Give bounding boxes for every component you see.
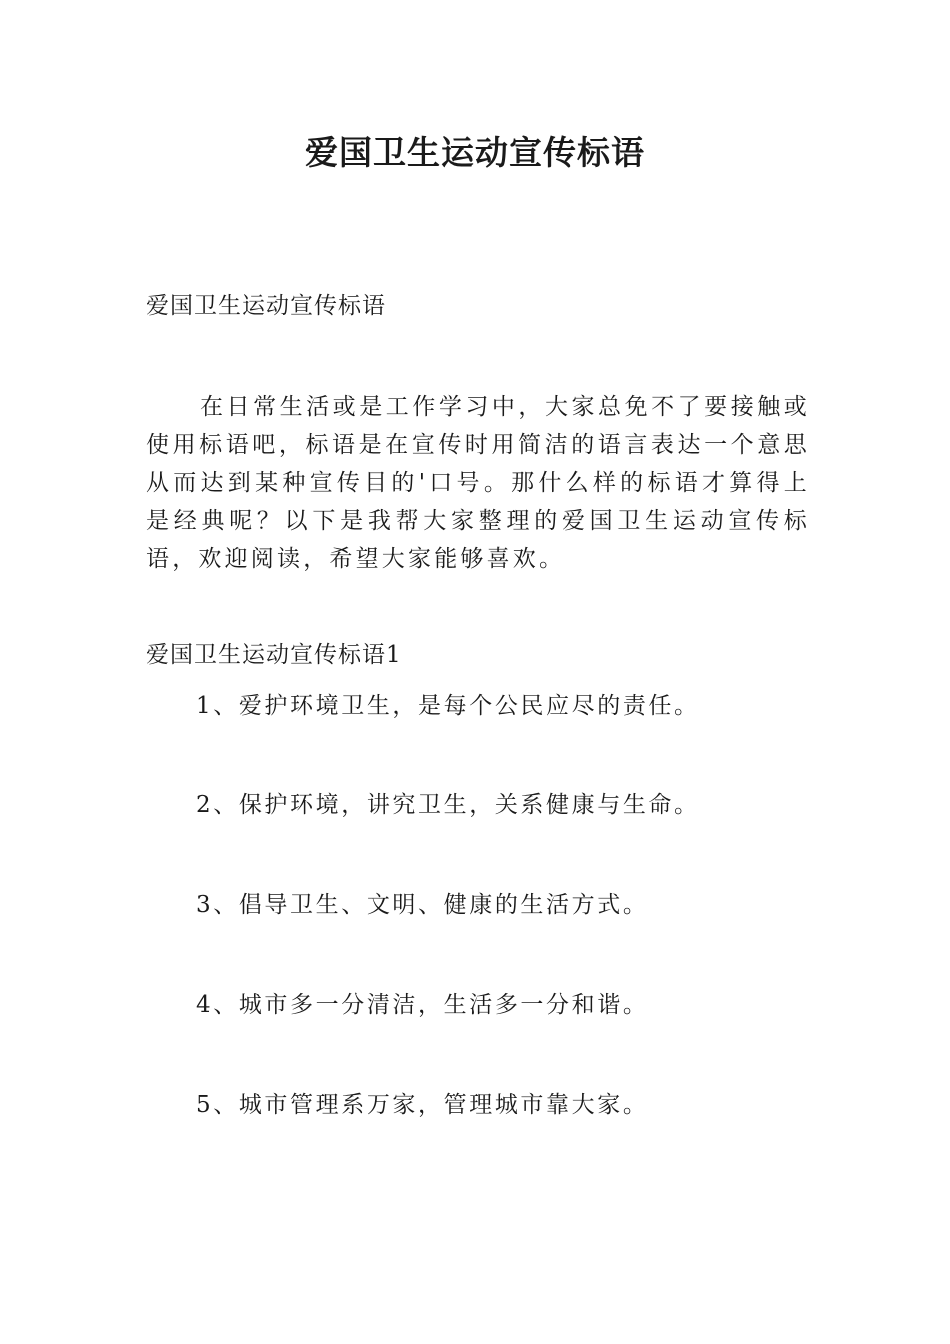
slogan-item: 1、爱护环境卫生，是每个公民应尽的责任。 (196, 693, 700, 719)
slogan-item: 3、倡导卫生、文明、健康的生活方式。 (196, 892, 649, 918)
section-heading: 爱国卫生运动宣传标语1 (146, 642, 402, 668)
document-title: 爱国卫生运动宣传标语 (305, 133, 645, 172)
slogan-item: 4、城市多一分清洁，生活多一分和谐。 (196, 992, 649, 1018)
slogan-item: 2、保护环境，讲究卫生，关系健康与生命。 (196, 792, 700, 818)
document-subtitle: 爱国卫生运动宣传标语 (146, 293, 386, 319)
intro-paragraph: 在日常生活或是工作学习中，大家总免不了要接触或使用标语吧，标语是在宣传时用简洁的语言表达一个意思从而达到某种宣传目的'口号。那什么样的标语才算得上是经典呢？以下是我帮大家整理的爱国卫生运动宣传标语，欢迎阅读，希望大家能够喜欢。 (146, 394, 810, 572)
slogan-item: 5、城市管理系万家，管理城市靠大家。 (196, 1092, 649, 1118)
